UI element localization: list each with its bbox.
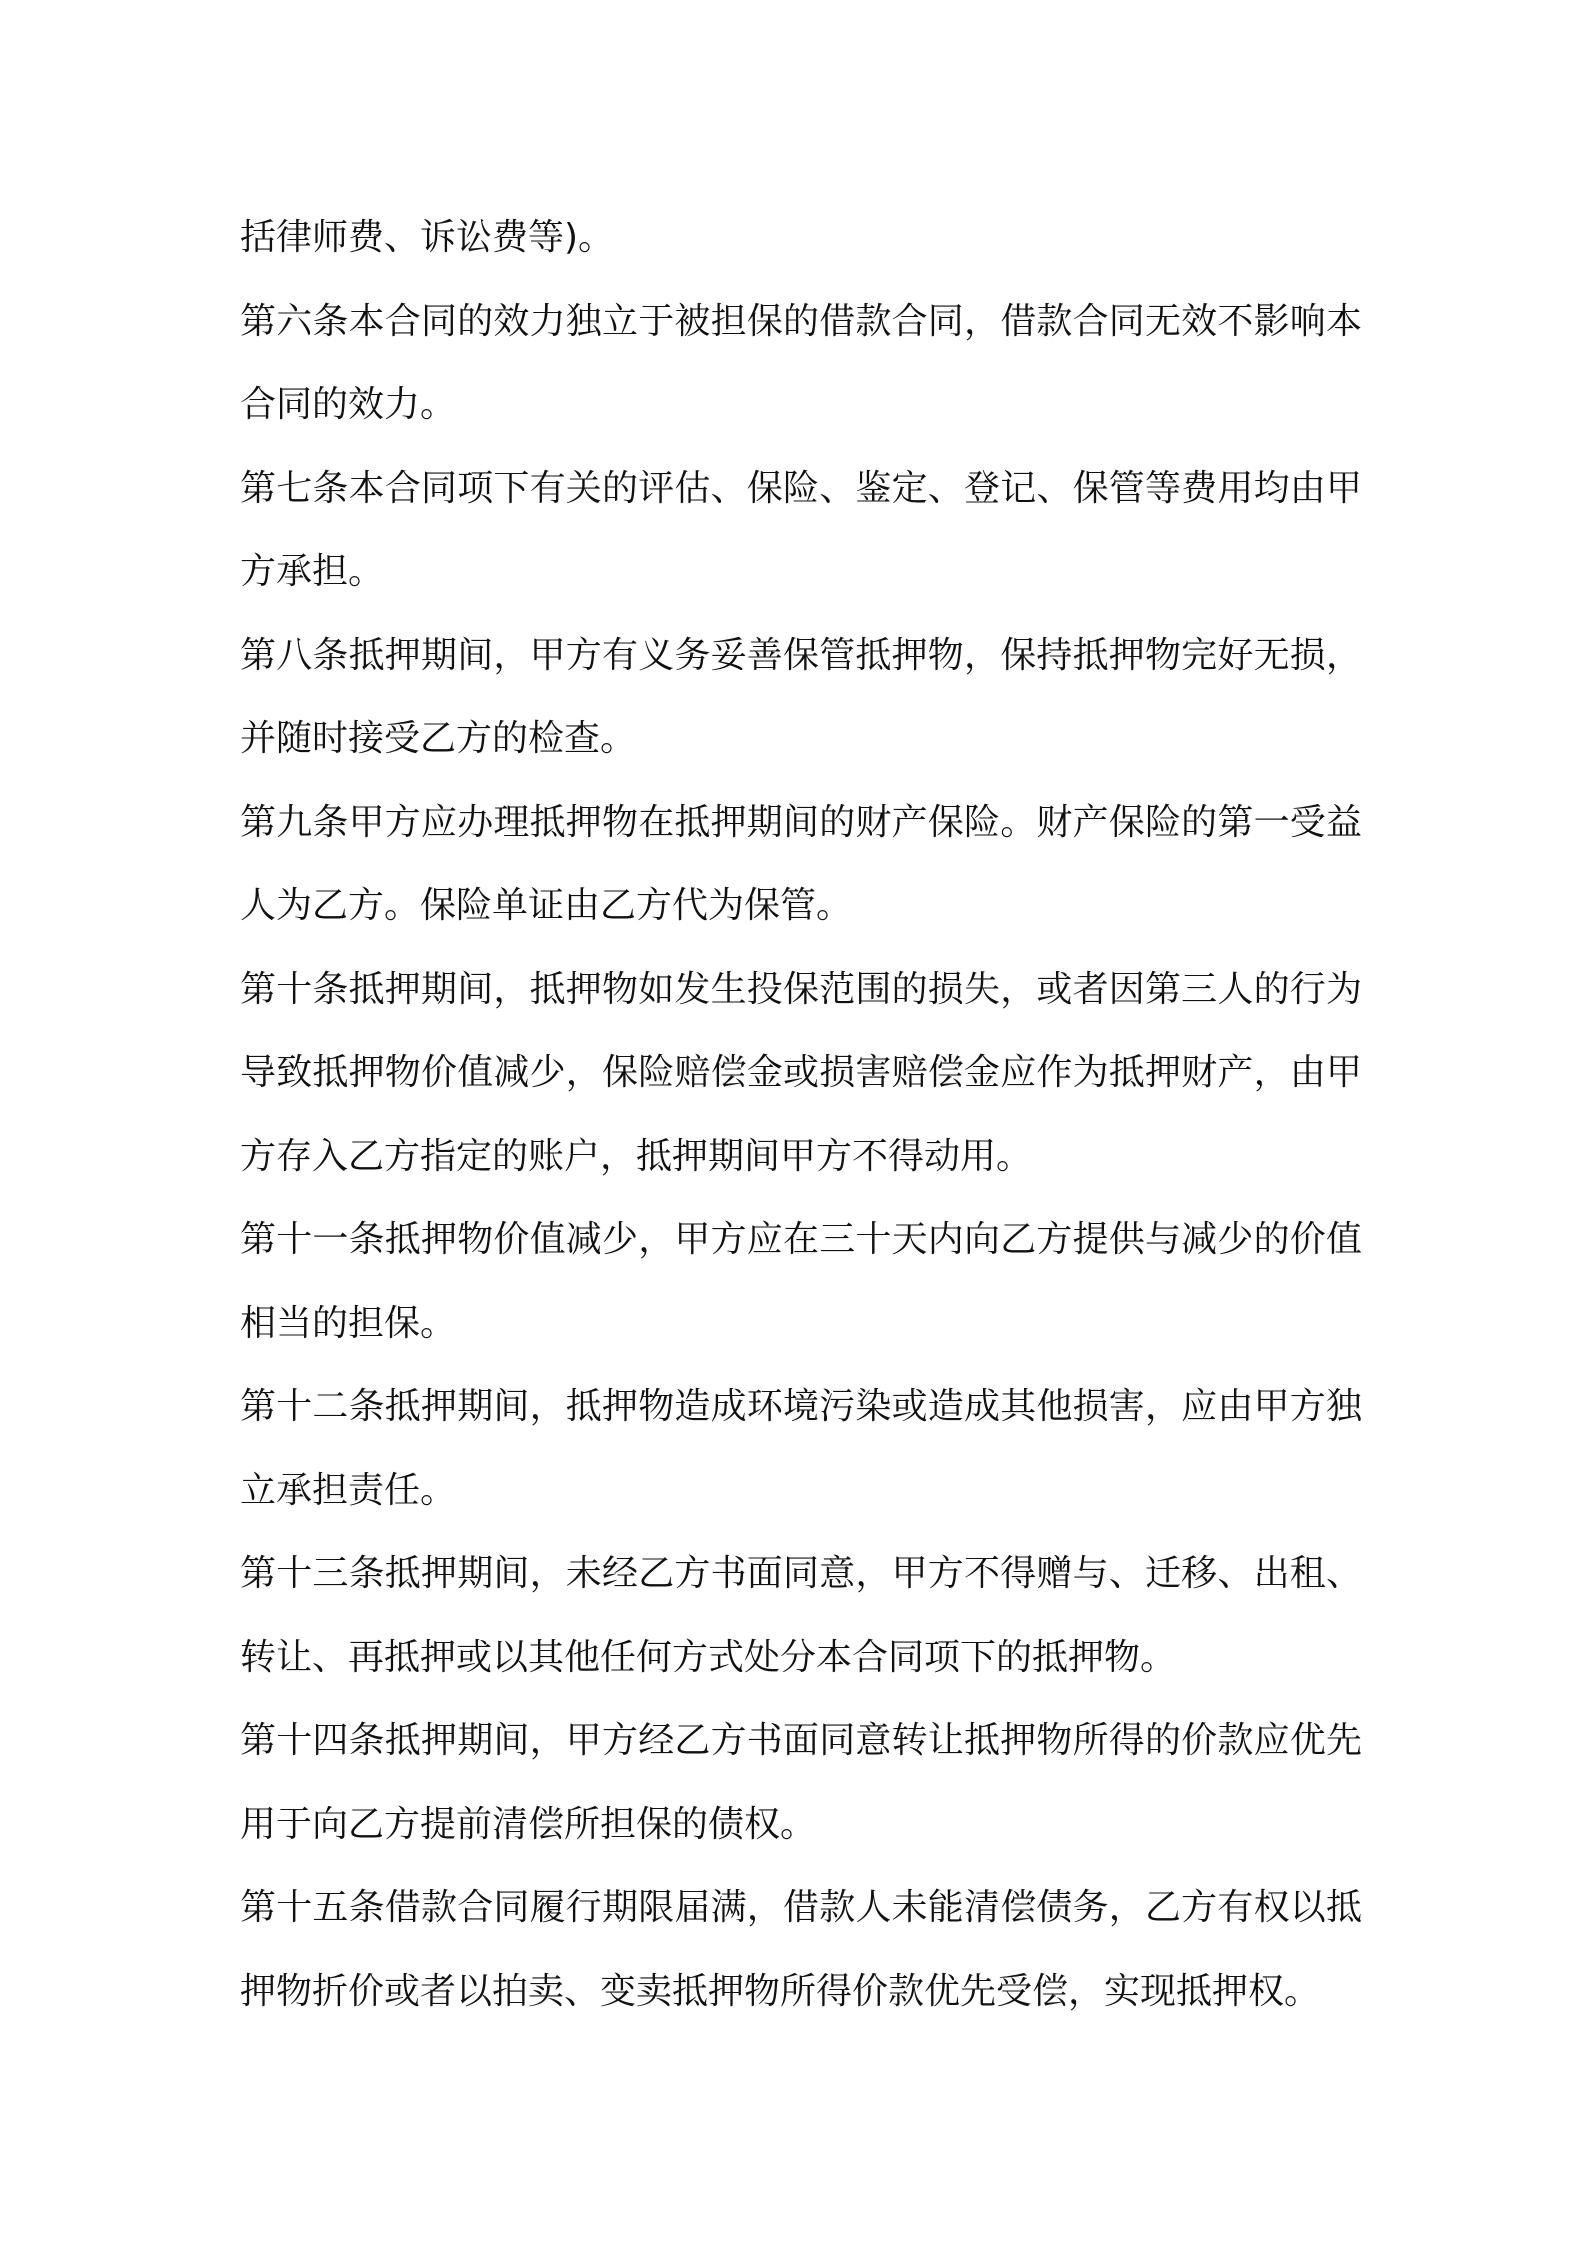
paragraph-article-14: 第十四条抵押期间，甲方经乙方书面同意转让抵押物所得的价款应优先用于向乙方提前清偿所担保的债权。	[240, 1720, 1362, 1845]
paragraph-article-15: 第十五条借款合同履行期限届满，借款人未能清偿债务，乙方有权以抵押物折价或者以拍卖、变卖抵押物所得价款优先受偿，实现抵押权。	[240, 1887, 1362, 2012]
paragraph-article-8: 第八条抵押期间，甲方有义务妥善保管抵押物，保持抵押物完好无损，并随时接受乙方的检查。	[240, 634, 1362, 759]
paragraph-article-7: 第七条本合同项下有关的评估、保险、鉴定、登记、保管等费用均由甲方承担。	[240, 467, 1362, 592]
paragraph-article-12: 第十二条抵押期间，抵押物造成环境污染或造成其他损害，应由甲方独立承担责任。	[240, 1386, 1362, 1511]
paragraph-article-9: 第九条甲方应办理抵押物在抵押期间的财产保险。财产保险的第一受益人为乙方。保险单证由乙方代为保管。	[240, 801, 1362, 926]
paragraph-article-13: 第十三条抵押期间，未经乙方书面同意，甲方不得赠与、迁移、出租、转让、再抵押或以其他任何方式处分本合同项下的抵押物。	[240, 1553, 1362, 1678]
paragraph-fee-continuation: 括律师费、诉讼费等)。	[240, 217, 615, 258]
document-body	[240, 196, 1362, 2033]
paragraph-article-10: 第十条抵押期间，抵押物如发生投保范围的损失，或者因第三人的行为导致抵押物价值减少，保险赔偿金或损害赔偿金应作为抵押财产，由甲方存入乙方指定的账户，抵押期间甲方不得动用。	[240, 968, 1362, 1177]
paragraph-article-11: 第十一条抵押物价值减少，甲方应在三十天内向乙方提供与减少的价值相当的担保。	[240, 1219, 1362, 1344]
paragraph-article-6: 第六条本合同的效力独立于被担保的借款合同，借款合同无效不影响本合同的效力。	[240, 300, 1362, 425]
